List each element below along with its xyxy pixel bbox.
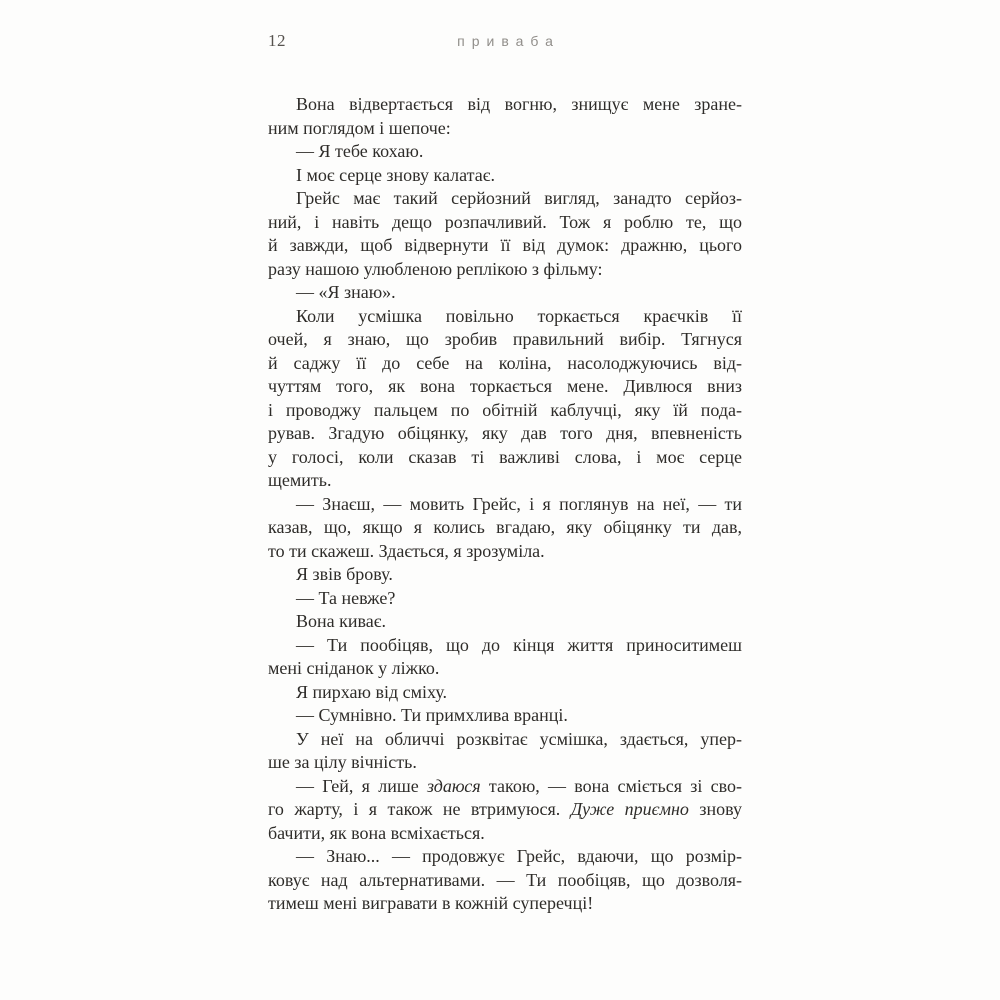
text-line (268, 164, 742, 188)
body-text: і проводжу пальцем по обітній каблучці, яку їй пода- (268, 399, 742, 420)
body-text: Я звів брову. (296, 564, 393, 584)
body-text: І моє серце знову калатає. (296, 164, 495, 185)
body-text: — Ти пообіцяв, що до кінця життя приноситимеш (296, 634, 742, 655)
text-line (268, 281, 742, 305)
body-text: казав, що, якщо я колись вгадаю, яку обіцянку ти дав, (268, 517, 742, 537)
text-line (268, 187, 742, 211)
body-text: Коли усмішка повільно торкається краєчків її (296, 305, 742, 326)
body-text: такою, — вона сміється зі сво- (480, 775, 742, 796)
body-text: ний, і навіть дещо розпачливий. Тож я роблю те, що (268, 211, 742, 232)
body-text: — Та невже? (296, 587, 396, 608)
body-text: Грейс має такий серйозний вигляд, занадто серйоз- (296, 188, 742, 208)
text-line (268, 352, 742, 376)
body-text: разу нашою улюбленою реплікою з фільму: (268, 258, 603, 279)
text-line (268, 469, 742, 493)
body-text: — Знаю... — продовжує Грейс, вдаючи, що розмір- (296, 846, 742, 866)
body-text: Вона киває. (296, 611, 386, 631)
italic-text: здаюся (426, 775, 481, 796)
body-text: щемить. (268, 470, 332, 490)
text-line (268, 375, 742, 399)
text-line (268, 845, 742, 869)
body-text: — Знаєш, — мовить Грейс, і я поглянув на неї, — ти (296, 493, 742, 514)
body-text: очей, я знаю, що зробив правильний вибір. Тягнуся (268, 329, 742, 349)
text-line (268, 117, 742, 141)
text-line (268, 211, 742, 235)
text-line (268, 704, 742, 728)
text-line (268, 540, 742, 564)
text-line (268, 869, 742, 893)
running-title: приваба (457, 33, 560, 49)
text-line (268, 234, 742, 258)
text-line (268, 399, 742, 423)
text-line (268, 93, 742, 117)
body-text: — Сумнівно. Ти примхлива вранці. (296, 705, 568, 725)
body-text: чуттям того, як вона торкається мене. Дивлюся вниз (268, 376, 742, 396)
text-line (268, 822, 742, 846)
text-line (268, 516, 742, 540)
text-line (268, 587, 742, 611)
text-line (268, 657, 742, 681)
body-text: тимеш мені вигравати в кожній суперечці! (268, 893, 594, 913)
italic-text: Дуже приємно (570, 799, 689, 819)
text-line (268, 140, 742, 164)
page-header (268, 31, 742, 53)
body-text: мені сніданок у ліжко. (268, 658, 440, 678)
text-line (268, 328, 742, 352)
text-block (268, 93, 742, 916)
body-text: й завжди, щоб відвернути її від думок: дражню, цього (268, 235, 742, 255)
page-number: 12 (268, 31, 286, 50)
body-text: ше за цілу вічність. (268, 752, 417, 772)
body-text: знову (688, 799, 742, 819)
body-text: Я пирхаю від сміху. (296, 681, 448, 702)
text-line (268, 892, 742, 916)
text-line (268, 610, 742, 634)
body-text: Вона відвертається від вогню, знищує мене зране- (296, 94, 742, 114)
text-line (268, 446, 742, 470)
body-text: — Я тебе кохаю. (296, 141, 424, 161)
body-text: у голосі, коли сказав ті важливі слова, і моє серце (268, 446, 742, 467)
text-line (268, 634, 742, 658)
text-line (268, 775, 742, 799)
body-text: У неї на обличчі розквітає усмішка, здається, упер- (296, 728, 742, 749)
body-text: то ти скажеш. Здається, я зрозуміла. (268, 540, 545, 561)
text-line (268, 751, 742, 775)
text-line (268, 422, 742, 446)
body-text: рував. Згадую обіцянку, яку дав того дня, впевненість (268, 423, 742, 443)
text-line (268, 493, 742, 517)
body-text: го жарту, і я також не втримуюся. (268, 799, 571, 819)
text-line (268, 728, 742, 752)
body-text: ковує над альтернативами. — Ти пообіцяв, що дозволя- (268, 869, 742, 890)
text-line (268, 798, 742, 822)
body-text: бачити, як вона всміхається. (268, 822, 485, 843)
text-line (268, 563, 742, 587)
body-text: ним поглядом і шепоче: (268, 117, 451, 138)
text-line (268, 681, 742, 705)
text-line (268, 258, 742, 282)
text-line (268, 305, 742, 329)
body-text: — Гей, я лише (296, 775, 427, 796)
body-text: й саджу її до себе на коліна, насолоджуючись від- (268, 352, 742, 373)
body-text: — «Я знаю». (296, 282, 396, 302)
